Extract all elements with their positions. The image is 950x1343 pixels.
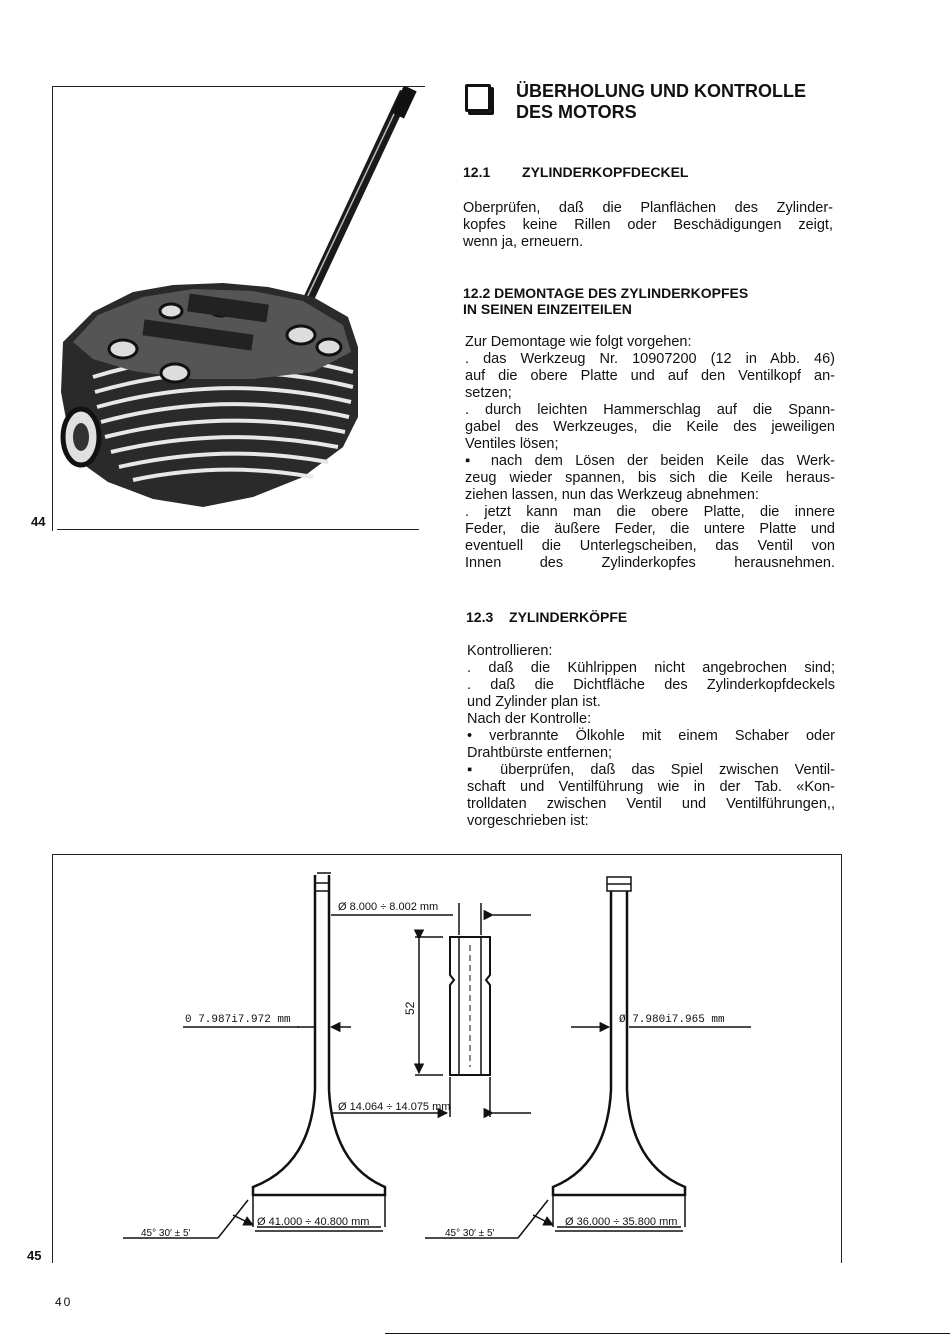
- footer-rule: [385, 1333, 950, 1334]
- text-line: schaft und Ventilführung wie in der Tab. «Kon-: [467, 779, 835, 795]
- text-line: • verbrannte Ölkohle mit einem Schaber oder: [467, 728, 835, 744]
- text-line: zeug wieder spannen, bis sich die Keile heraus-: [465, 470, 835, 486]
- figure-44-frame: [52, 86, 425, 531]
- text-line: vorgeschrieben ist:: [467, 813, 589, 829]
- text-line: Innen des Zylinderkopfes herausnehmen.: [465, 555, 835, 571]
- page-title-line-2: DES MOTORS: [516, 102, 637, 122]
- text-line: kopfes keine Rillen oder Beschädigungen zeigt,: [463, 217, 833, 233]
- guide-length-label: 52: [403, 1001, 417, 1015]
- text-line: ▪ nach dem Lösen der beiden Keile das Werk-: [465, 453, 835, 469]
- text-line: . durch leichten Hammerschlag auf die Spann-: [465, 402, 835, 418]
- text-line: Nach der Kontrolle:: [467, 711, 592, 727]
- text-line: . jetzt kann man die obere Platte, die innere: [465, 504, 835, 520]
- section-12-2-title-line-1: 12.2 DEMONTAGE DES ZYLINDERKOPFES: [463, 285, 749, 301]
- section-12-1-heading: [463, 164, 688, 180]
- text-line: eventuell die Unterlegscheiben, das Ventil von: [465, 538, 835, 554]
- text-line: Oberprüfen, daß die Planflächen des Zylinder-: [463, 200, 833, 216]
- text-line: Zur Demontage wie folgt vorgehen:: [465, 334, 692, 350]
- section-12-3-heading: [466, 609, 627, 625]
- left-seat-angle-label: 45° 30′ ± 5′: [141, 1228, 191, 1239]
- right-seat-angle-label: 45° 30′ ± 5′: [445, 1228, 495, 1239]
- checkbox-icon: [465, 84, 491, 112]
- text-line: auf die obere Platte und auf den Ventilkopf an-: [465, 368, 835, 384]
- section-12-2-heading: [463, 285, 813, 317]
- text-line: gabel des Werkzeuges, die Keile des jeweiligen: [465, 419, 835, 435]
- section-12-1-number: 12.1: [463, 164, 491, 180]
- figure-45-number: 45: [27, 1248, 42, 1263]
- text-line: ▪ überprüfen, daß das Spiel zwischen Ventil-: [467, 762, 835, 778]
- text-line: ziehen lassen, nun das Werkzeug abnehmen:: [465, 487, 759, 503]
- figure-44-baseline: [57, 529, 419, 530]
- text-line: Drahtbürste entfernen;: [467, 745, 613, 761]
- guide-outer-diameter-label: Ø 14.064 ÷ 14.075 mm: [338, 1101, 451, 1113]
- page-number: 40: [55, 1295, 73, 1309]
- text-line: . das Werkzeug Nr. 10907200 (12 in Abb. 46): [465, 351, 835, 367]
- section-12-1-title: ZYLINDERKOPFDECKEL: [522, 164, 689, 180]
- figure-44-number: 44: [31, 514, 46, 529]
- guide-inner-diameter-label: Ø 8.000 ÷ 8.002 mm: [338, 901, 439, 913]
- text-line: . daß die Kühlrippen nicht angebrochen sind;: [467, 660, 835, 676]
- page-title-line-1: ÜBERHOLUNG UND KONTROLLE: [516, 81, 806, 101]
- cylinder-head-illustration: [53, 87, 425, 531]
- right-stem-diameter-label: Ø 7.980i7.965 mm: [619, 1014, 725, 1026]
- text-line: setzen;: [465, 385, 512, 401]
- text-line: trolldaten zwischen Ventil und Ventilführungen,,: [467, 796, 835, 812]
- page-title: [516, 81, 846, 123]
- right-head-diameter-label: Ø 36.000 ÷ 35.800 mm: [565, 1216, 678, 1228]
- text-line: Ventiles lösen;: [465, 436, 559, 452]
- text-line: . daß die Dichtfläche des Zylinderkopfdeckels: [467, 677, 835, 693]
- section-12-3-title: ZYLINDERKÖPFE: [509, 609, 628, 625]
- text-line: Feder, die äußere Feder, die untere Platte und: [465, 521, 835, 537]
- section-12-2-text: [465, 334, 835, 572]
- text-line: Kontrollieren:: [467, 643, 553, 659]
- text-line: und Zylinder plan ist.: [467, 694, 601, 710]
- valve-guide-drawing: [53, 855, 841, 1263]
- left-head-diameter-label: Ø 41.000 ÷ 40.800 mm: [257, 1216, 370, 1228]
- section-12-3-number: 12.3: [466, 609, 494, 625]
- text-line: wenn ja, erneuern.: [463, 234, 584, 250]
- section-12-3-text: [467, 643, 835, 830]
- section-12-2-title-line-2: IN SEINEN EINZEITEILEN: [463, 301, 632, 317]
- left-stem-diameter-label: 0 7.987i7.972 mm: [185, 1014, 291, 1026]
- section-12-1-text: [463, 200, 833, 251]
- figure-45-frame: [52, 854, 842, 1263]
